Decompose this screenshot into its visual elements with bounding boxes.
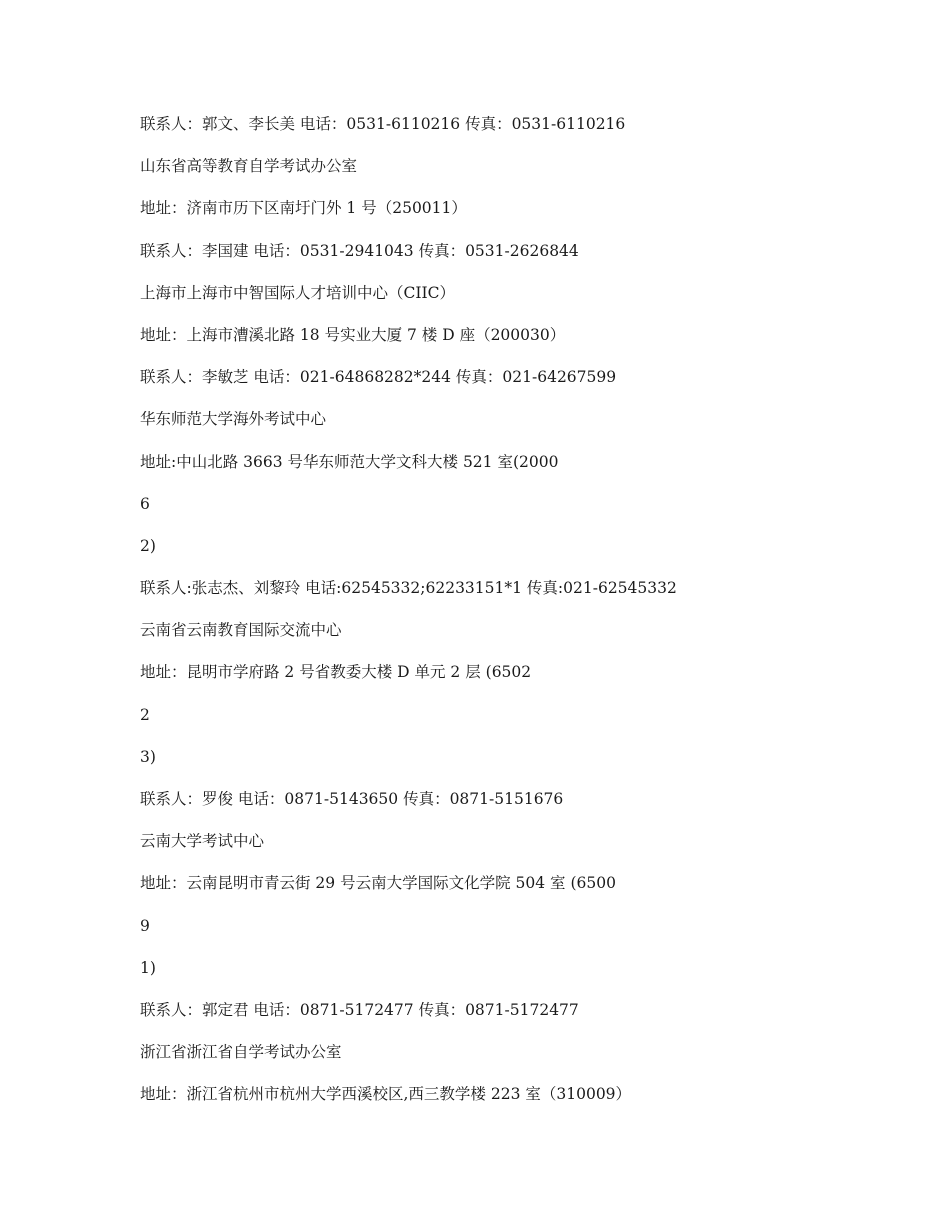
text-line: 2) (140, 536, 156, 555)
text-line: 华东师范大学海外考试中心 (140, 410, 327, 429)
text-line: 3) (140, 747, 156, 766)
text-line: 地址:中山北路 3663 号华东师范大学文科大楼 521 室(2000 (140, 452, 559, 471)
text-line: 联系人：罗俊 电话：0871-5143650 传真：0871-5151676 (140, 790, 564, 808)
text-line: 联系人：郭定君 电话：0871-5172477 传真：0871-5172477 (140, 1000, 579, 1019)
text-line: 云南省云南教育国际交流中心 (140, 621, 342, 640)
text-line: 联系人：郭文、李长美 电话：0531-6110216 传真：0531-6110216 (140, 115, 626, 133)
text-line: 6 (140, 494, 150, 513)
contact-listing (140, 103, 900, 1116)
text-line: 联系人:张志杰、刘黎玲 电话:62545332;62233151*1 传真:021-62545332 (140, 579, 677, 598)
text-line: 联系人：李国建 电话：0531-2941043 传真：0531-2626844 (140, 241, 579, 260)
text-line: 联系人：李敏芝 电话：021-64868282*244 传真：021-64267599 (140, 368, 617, 387)
text-line: 9 (140, 916, 150, 935)
text-line: 山东省高等教育自学考试办公室 (140, 157, 358, 176)
text-line: 1) (140, 958, 156, 977)
text-line: 云南大学考试中心 (140, 832, 265, 851)
text-line: 地址：济南市历下区南圩门外 1 号（250011） (140, 199, 467, 218)
text-line: 浙江省浙江省自学考试办公室 (140, 1043, 342, 1062)
text-line: 2 (140, 705, 150, 724)
text-line: 地址：昆明市学府路 2 号省教委大楼 D 单元 2 层 (6502 (140, 663, 532, 682)
text-line: 地址：云南昆明市青云街 29 号云南大学国际文化学院 504 室 (6500 (140, 874, 616, 893)
text-line: 上海市上海市中智国际人才培训中心（CIIC） (140, 283, 455, 302)
text-line: 地址：上海市漕溪北路 18 号实业大厦 7 楼 D 座（200030） (140, 325, 566, 344)
text-line: 地址：浙江省杭州市杭州大学西溪校区,西三教学楼 223 室（310009） (140, 1085, 632, 1104)
